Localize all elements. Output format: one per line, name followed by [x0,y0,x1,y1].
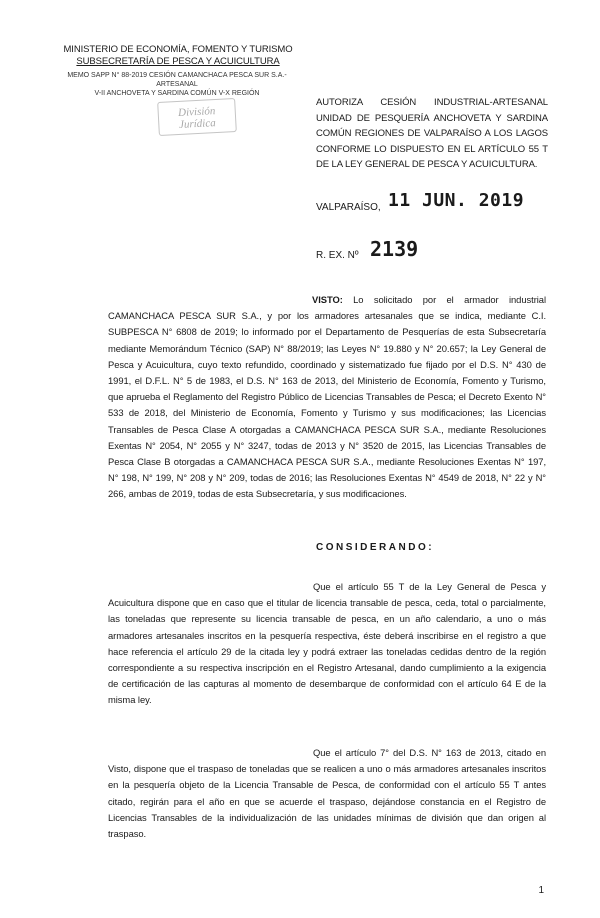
memo-reference [52,71,302,98]
resolution-date: 11 JUN. 2019 [388,190,525,211]
stamp-line-1: División [177,105,216,119]
rex-number: 2139 [370,237,419,261]
considerando-heading: CONSIDERANDO: [316,542,435,553]
considerando-paragraph-1: Que el artículo 55 T de la Ley General de Pesca y Acuicultura dispone que en caso que el titular de licencia transable de pesca, ceda, total o parcialmente, las toneladas que represente su licencia transable de pesca, en un año calendario, a uno o más armadores artesanales inscritos en la pesquería respectiva, éste deberá inscribirse en el registro a que hace referencia el artículo 29 de la citada ley y podrá extraer las toneladas cedidas dentro de la región correspondiente a su respectiva inscripción en el Registro Artesanal, dando cumplimiento a la exigencia de certificación de las capturas al momento de desembarque de conformidad con el artículo 64 E de la misma ley. [108,581,546,706]
visto-paragraph [108,292,546,503]
resolution-title: AUTORIZA CESIÓN INDUSTRIAL-ARTESANAL UNIDAD DE PESQUERÍA ANCHOVETA Y SARDINA COMÚN REGIONES DE VALPARAÍSO A LOS LAGOS CONFORME LO DISPUESTO EN EL ARTÍCULO 55 T DE LA LEY GENERAL DE PESCA Y ACUICULTURA. [316,97,548,170]
visto-text: Lo solicitado por el armador industrial CAMANCHACA PESCA SUR S.A., y por los armadores artesanales que se indica, mediante C.I. SUBPESCA N° 6808 de 2019; lo informado por el Departamento de Pesquerías de esta Subsecretaría mediante Memorándum Técnico (SAP) N° 88/2019; las Leyes N° 19.880 y N° 20.657; la Ley General de Pesca y Acuicultura, cuyo texto refundido, coordinado y sistematizado fue fijado por el D.S. N° 430 de 1991, el D.F.L. N° 5 de 1983, el D.S. N° 163 de 2013, del Ministerio de Economía, Fomento y Turismo, que aprueba el Reglamento del Registro Público de Licencias Transables de Pesca; el Decreto Exento N° 533 de 2018, del Ministerio de Economía, Fomento y Turismo y sus modificaciones; las Licencias Transables de Pesca Clase A otorgadas a CAMANCHACA PESCA SUR S.A., mediante Resoluciones Exentas N° 2054, N° 2055 y N° 3247, todas de 2013 y N° 3520 de 2015, las Licencias Transables de Pesca Clase B otorgadas a CAMANCHACA PESCA SUR S.A., mediante Resoluciones Exentas N° 197, N° 198, N° 199, N° 208 y N° 209, todas de 2016; las Resoluciones Exentas N° 4549 de 2018, N° 22 y N° 266, ambas de 2019, todas de esta Subsecretaría, y sus modificaciones. [108,294,546,500]
ministry-name: MINISTERIO DE ECONOMÍA, FOMENTO Y TURISMO [63,44,293,55]
memo-line-1: MEMO SAPP N° 88-2019 CESIÓN CAMANCHACA PESCA SUR S.A.-ARTESANAL [67,72,287,88]
stamp-line-2: Jurídica [178,117,216,131]
rex-label: R. EX. Nº [316,250,359,261]
subsecretaria-name: SUBSECRETARÍA DE PESCA Y ACUICULTURA [76,56,280,67]
page-number: 1 [538,885,544,896]
considerando-paragraph-2: Que el artículo 7° del D.S. N° 163 de 2013, citado en Visto, dispone que el traspaso de toneladas que se realicen a uno o más armadores artesanales inscritos en la pesquería objeto de la Licencia Transable de Pesca, de conformidad con el artículo 55 T antes citado, regirán para el año en que se acuerde el traspaso, dejándose constancia en el Registro de Licencias Transables de la individualización de las unidades mínimas de división que dan origen al traspaso. [108,747,546,840]
juridica-stamp [157,98,237,136]
memo-line-2: V-II ANCHOVETA Y SARDINA COMÚN V-X REGIÓN [94,90,260,97]
visto-label: VISTO: [312,294,343,305]
place-label: VALPARAÍSO, [316,202,381,213]
letterhead [58,44,298,68]
